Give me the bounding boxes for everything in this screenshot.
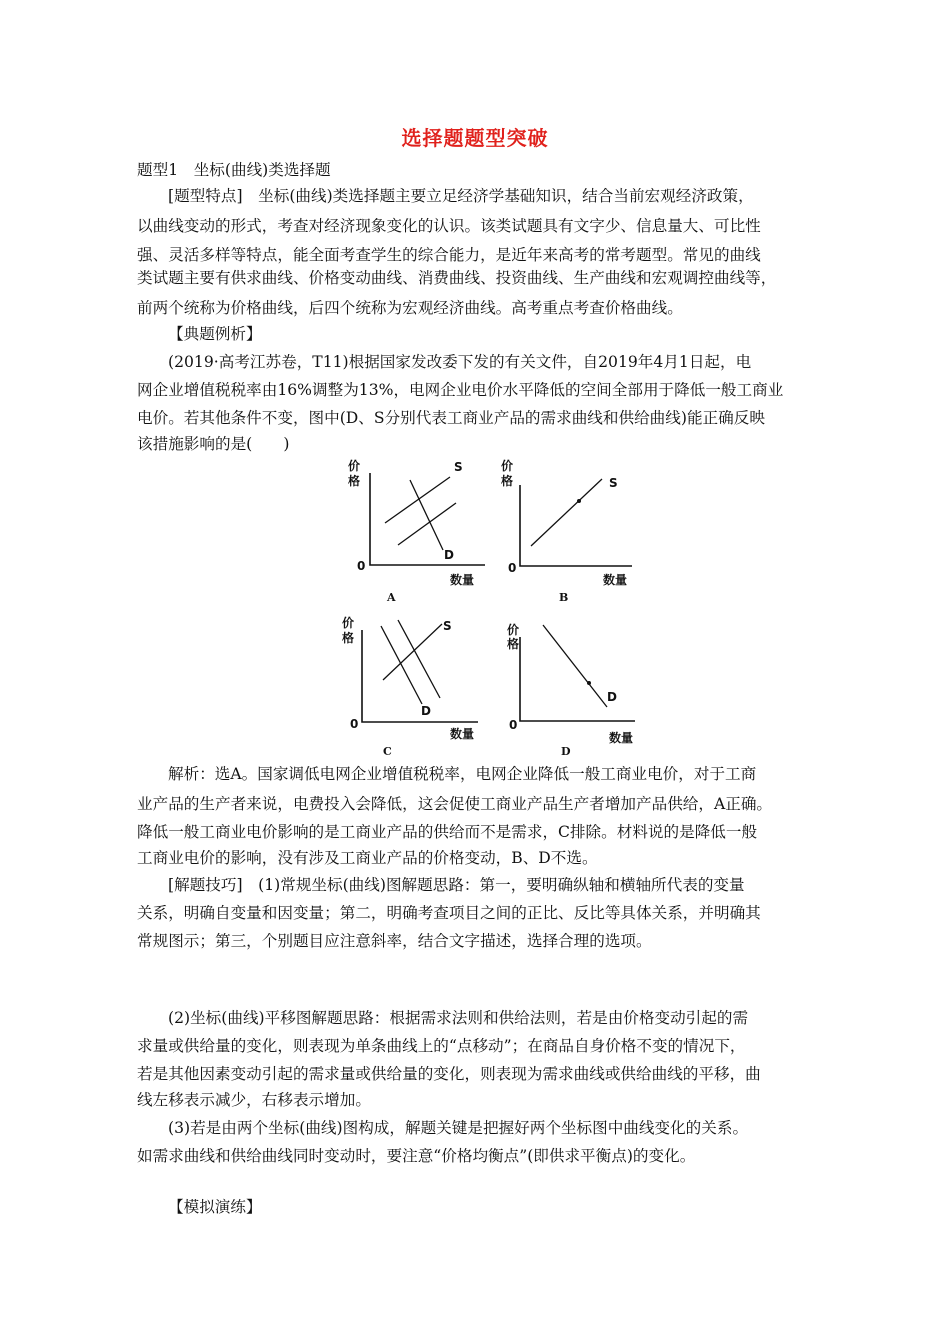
tips2-line: 若是其他因素变动引起的需求量或供给量的变化，则表现为需求曲线或供给曲线的平移，曲 <box>137 1065 761 1083</box>
features-line: [题型特点] 坐标(曲线)类选择题主要立足经济学基础知识，结合当前宏观经济政策， <box>168 187 754 205</box>
y-axis-label-bottom: 格 <box>501 474 514 488</box>
question-line: 网企业增值税税率由16%调整为13%，电网企业电价水平降低的空间全部用于降低一般工商业 <box>137 381 784 399</box>
axes <box>370 473 485 565</box>
page-title: 选择题题型突破 <box>401 126 549 150</box>
question-line: 该措施影响的是( ) <box>137 435 290 453</box>
x-axis-label: 数量 <box>450 727 475 741</box>
x-axis-label: 数量 <box>603 573 628 587</box>
x-axis-label: 数量 <box>609 731 634 745</box>
features-line: 前两个统称为价格曲线，后四个统称为宏观经济曲线。高考重点考查价格曲线。 <box>137 299 683 317</box>
tips2-line: 线左移表示减少，右移表示增加。 <box>137 1091 371 1109</box>
curve-label-s: S <box>609 476 618 490</box>
tips-line: 常规图示；第三，个别题目应注意斜率，结合文字描述，选择合理的选项。 <box>137 932 652 950</box>
tips3-line: (3)若是由两个坐标(曲线)图构成，解题关键是把握好两个坐标图中曲线变化的关系。 <box>168 1119 749 1137</box>
figure-caption-d: D <box>561 745 571 758</box>
figure-c <box>340 612 490 762</box>
figure-a <box>340 455 490 605</box>
question-line: 电价。若其他条件不变，图中(D、S分别代表工商业产品的需求曲线和供给曲线)能正确反映 <box>137 409 765 427</box>
origin-label: 0 <box>509 718 518 732</box>
analysis-line: 解析：选A。国家调低电网企业增值税税率，电网企业降低一般工商业电价，对于工商 <box>168 765 757 783</box>
demand-curve <box>543 625 607 707</box>
x-axis-label: 数量 <box>450 573 475 587</box>
tips2-line: 求量或供给量的变化，则表现为单条曲线上的“点移动”；在商品自身价格不变的情况下， <box>137 1037 746 1055</box>
curve-label-s: S <box>443 619 452 633</box>
figure-caption-a: A <box>387 591 396 604</box>
figure-caption-b: B <box>559 591 569 604</box>
supply-curve <box>383 624 442 680</box>
figure-d <box>495 612 645 762</box>
tips3-line: 如需求曲线和供给曲线同时变动时，要注意“价格均衡点”(即供求平衡点)的变化。 <box>137 1147 696 1165</box>
features-line: 强、灵活多样等特点，能全面考查学生的综合能力，是近年来高考的常考题型。常见的曲线 <box>137 246 761 264</box>
origin-label: 0 <box>350 717 359 731</box>
section-heading: 题型1 坐标(曲线)类选择题 <box>137 161 331 179</box>
features-line: 以曲线变动的形式，考查对经济现象变化的认识。该类试题具有文字少、信息量大、可比性 <box>137 217 761 235</box>
y-axis-label-top: 价 <box>342 616 355 630</box>
axes <box>362 630 478 722</box>
example-heading: 【典题例析】 <box>168 325 262 343</box>
equilibrium-point <box>587 681 591 685</box>
demand-curve-1 <box>381 626 422 704</box>
tips-line: 关系，明确自变量和因变量；第二，明确考查项目之间的正比、反比等具体关系，并明确其 <box>137 904 761 922</box>
tips2-line: (2)坐标(曲线)平移图解题思路：根据需求法则和供给法则，若是由价格变动引起的需 <box>168 1009 749 1027</box>
supply-curve-2 <box>398 503 456 545</box>
y-axis-label-bottom: 格 <box>507 637 520 651</box>
y-axis-label-top: 价 <box>507 623 520 637</box>
curve-label-d: D <box>444 548 454 562</box>
supply-curve <box>531 479 602 546</box>
question-line: (2019·高考江苏卷，T11)根据国家发改委下发的有关文件，自2019年4月1日起，电 <box>168 353 752 371</box>
y-axis-label-top: 价 <box>501 459 514 473</box>
features-line: 类试题主要有供求曲线、价格变动曲线、消费曲线、投资曲线、生产曲线和宏观调控曲线等， <box>137 269 777 287</box>
supply-curve-1 <box>385 477 450 523</box>
origin-label: 0 <box>357 559 366 573</box>
axes <box>520 637 635 721</box>
y-axis-label-bottom: 格 <box>348 474 361 488</box>
y-axis-label-bottom: 格 <box>342 631 355 645</box>
practice-heading: 【模拟演练】 <box>168 1198 262 1216</box>
curve-label-d: D <box>421 704 431 718</box>
analysis-line: 降低一般工商业电价影响的是工商业产品的供给而不是需求，C排除。材料说的是降低一般 <box>137 823 758 841</box>
figure-b <box>495 455 645 605</box>
analysis-line: 业产品的生产者来说，电费投入会降低，这会促使工商业产品生产者增加产品供给，A正确。 <box>137 795 773 813</box>
origin-label: 0 <box>508 561 517 575</box>
axes <box>520 485 632 566</box>
analysis-line: 工商业电价的影响，没有涉及工商业产品的价格变动，B、D不选。 <box>137 849 598 867</box>
curve-label-s: S <box>454 460 463 474</box>
demand-curve <box>410 480 443 550</box>
curve-label-d: D <box>607 690 617 704</box>
figure-caption-c: C <box>383 745 392 758</box>
equilibrium-point <box>577 499 581 503</box>
y-axis-label-top: 价 <box>348 459 361 473</box>
tips-line: [解题技巧] (1)常规坐标(曲线)图解题思路：第一，要明确纵轴和横轴所代表的变量 <box>168 876 745 894</box>
